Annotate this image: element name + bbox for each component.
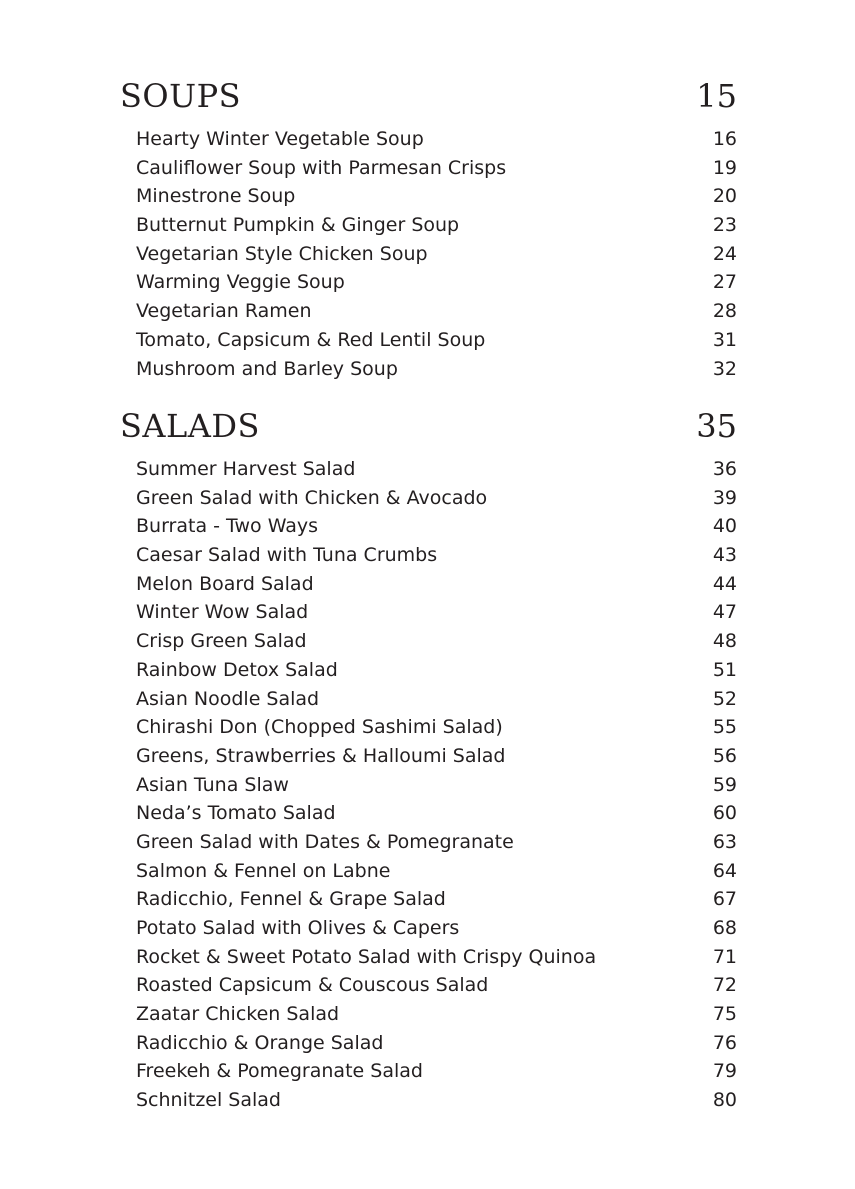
toc-entry	[120, 857, 737, 886]
section-soups	[120, 74, 737, 383]
entry-title: Freekeh & Pomegranate Salad	[136, 1060, 423, 1083]
entry-title: Melon Board Salad	[136, 572, 314, 595]
entry-page-number: 63	[712, 830, 737, 853]
entry-title: Vegetarian Ramen	[136, 300, 312, 323]
entry-page-number: 75	[712, 1003, 737, 1026]
entry-title: Green Salad with Chicken & Avocado	[136, 486, 488, 509]
entry-title: Summer Harvest Salad	[136, 458, 356, 480]
entry-title: Rainbow Detox Salad	[136, 658, 338, 681]
entry-title: Burrata - Two Ways	[136, 515, 319, 538]
toc-entry	[120, 598, 737, 627]
entry-title: Minestrone Soup	[136, 185, 296, 208]
entry-page-number: 52	[712, 687, 737, 710]
entry-title: Caesar Salad with Tuna Crumbs	[136, 544, 438, 567]
entry-page-number: 16	[712, 128, 737, 150]
toc-entry	[120, 971, 737, 1000]
entry-title: Crisp Green Salad	[136, 630, 307, 653]
entry-page-number: 44	[712, 572, 737, 595]
entry-page-number: 24	[712, 242, 737, 265]
entry-title: Roasted Capsicum & Couscous Salad	[136, 974, 489, 997]
toc-entry	[120, 355, 737, 384]
toc-entry	[120, 512, 737, 541]
section-page-number: 35	[696, 407, 737, 445]
entry-page-number: 23	[712, 214, 737, 237]
entry-title: Butternut Pumpkin & Ginger Soup	[136, 214, 460, 237]
toc-entry	[120, 742, 737, 771]
entry-page-number: 19	[712, 156, 737, 179]
entry-page-number: 20	[712, 185, 737, 208]
toc-entry	[120, 713, 737, 742]
section-title: SALADS	[120, 407, 260, 445]
entry-page-number: 51	[712, 658, 737, 681]
entry-list	[120, 455, 737, 1115]
entry-title: Asian Noodle Salad	[136, 687, 320, 710]
entry-page-number: 76	[712, 1031, 737, 1054]
toc-entry	[120, 211, 737, 240]
entry-title: Radicchio & Orange Salad	[136, 1031, 384, 1054]
toc-entry	[120, 240, 737, 269]
entry-title: Rocket & Sweet Potato Salad with Crispy Quinoa	[136, 945, 597, 968]
entry-page-number: 72	[712, 974, 737, 997]
toc-entry	[120, 570, 737, 599]
entry-page-number: 56	[712, 744, 737, 767]
toc-entry	[120, 771, 737, 800]
entry-page-number: 64	[712, 859, 737, 882]
entry-title: Salmon & Fennel on Labne	[136, 859, 391, 882]
toc-entry	[120, 455, 737, 484]
entry-page-number: 59	[712, 773, 737, 796]
toc-entry	[120, 326, 737, 355]
entry-title: Asian Tuna Slaw	[136, 773, 289, 796]
toc-entry	[120, 268, 737, 297]
entry-page-number: 67	[712, 888, 737, 911]
entry-title: Radicchio, Fennel & Grape Salad	[136, 888, 446, 911]
toc-entry	[120, 154, 737, 183]
entry-page-number: 32	[712, 357, 737, 380]
entry-page-number: 36	[712, 458, 737, 480]
toc-entry	[120, 627, 737, 656]
entry-title: Greens, Strawberries & Halloumi Salad	[136, 744, 506, 767]
toc-entry	[120, 1029, 737, 1058]
entry-page-number: 31	[712, 328, 737, 351]
toc-entry	[120, 182, 737, 211]
toc-entry	[120, 1000, 737, 1029]
section-title: SOUPS	[120, 77, 242, 115]
toc-entry	[120, 885, 737, 914]
section-header	[120, 74, 737, 118]
entry-page-number: 55	[712, 716, 737, 739]
entry-title: Warming Veggie Soup	[136, 271, 345, 294]
entry-page-number: 60	[712, 802, 737, 825]
entry-page-number: 39	[712, 486, 737, 509]
toc-entry	[120, 943, 737, 972]
section-header	[120, 404, 737, 448]
entry-title: Vegetarian Style Chicken Soup	[136, 242, 428, 265]
entry-title: Cauliflower Soup with Parmesan Crisps	[136, 156, 507, 179]
entry-page-number: 28	[712, 300, 737, 323]
toc-entry	[120, 685, 737, 714]
entry-title: Zaatar Chicken Salad	[136, 1003, 340, 1026]
entry-title: Winter Wow Salad	[136, 601, 309, 624]
entry-title: Schnitzel Salad	[136, 1089, 281, 1112]
toc-entry	[120, 799, 737, 828]
toc-entry	[120, 914, 737, 943]
entry-page-number: 71	[712, 945, 737, 968]
entry-page-number: 40	[712, 515, 737, 538]
toc-entry	[120, 1057, 737, 1086]
toc-entry	[120, 828, 737, 857]
toc-entry	[120, 656, 737, 685]
entry-page-number: 48	[712, 630, 737, 653]
entry-page-number: 79	[712, 1060, 737, 1083]
toc-entry	[120, 484, 737, 513]
entry-page-number: 47	[712, 601, 737, 624]
entry-title: Potato Salad with Olives & Capers	[136, 917, 460, 939]
section-page-number: 15	[696, 77, 737, 115]
toc-entry	[120, 297, 737, 326]
entry-title: Hearty Winter Vegetable Soup	[136, 128, 424, 150]
entry-page-number: 80	[712, 1089, 737, 1112]
entry-title: Mushroom and Barley Soup	[136, 357, 398, 380]
toc-entry	[120, 1086, 737, 1115]
section-salads	[120, 404, 737, 1115]
entry-title: Green Salad with Dates & Pomegranate	[136, 830, 514, 853]
entry-page-number: 27	[712, 271, 737, 294]
entry-page-number: 43	[712, 544, 737, 567]
entry-title: Neda’s Tomato Salad	[136, 802, 336, 825]
entry-title: Chirashi Don (Chopped Sashimi Salad)	[136, 716, 503, 739]
entry-page-number: 68	[712, 917, 737, 939]
entry-list	[120, 125, 737, 383]
entry-title: Tomato, Capsicum & Red Lentil Soup	[136, 328, 486, 351]
toc-entry	[120, 541, 737, 570]
toc-entry	[120, 125, 737, 154]
